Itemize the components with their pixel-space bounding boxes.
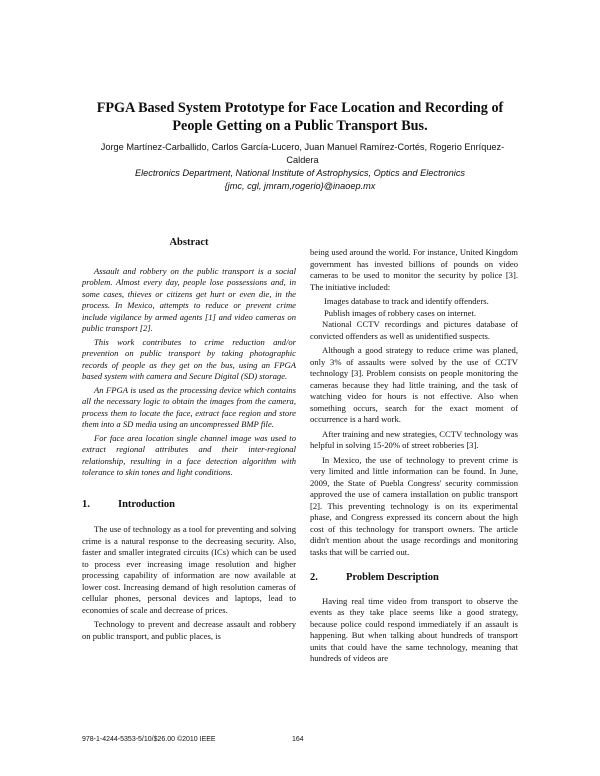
problem-heading [310, 572, 518, 584]
right-paragraph: National CCTV recordings and pictures database of convicted offenders as well as unidentified suspects. [310, 319, 518, 341]
abstract-paragraph: This work contributes to crime reduction and/or prevention on public transport by taking photographic records of people as they get on the bus, using an FPGA based system with camera and Secure Digital (SD) storage. [82, 336, 296, 381]
problem-paragraph: Having real time video from transport to observe the events as they take place seems like a good strategy, because police could respond immediately if an assault is happening. But when talking about hundreds of transport units that could have the same technology, meaning that hundreds of videos are [310, 595, 518, 663]
page-number: 164 [292, 736, 304, 743]
abstract-paragraph: For face area location single channel image was used to extract regional attributes and their inter-regional relationship, resulting in a face detection algorithm with tolerance to skin tones and light conditions. [82, 432, 296, 477]
title-line-1: FPGA Based System Prototype for Face Location and Recording of [96, 100, 504, 116]
abstract-paragraph: An FPGA is used as the processing device which contains all the necessary logic to obtain the images from the camera, process them to locate the face, extract face region and store them into a SD media using an uncompressed BMP file. [82, 384, 296, 429]
intro-heading [82, 499, 296, 511]
problem-number: 2. [310, 572, 318, 583]
authors-line-1: Jorge Martínez-Carballido, Carlos García-Lucero, Juan Manuel Ramírez-Cortés, Rogerio Enríquez- [100, 142, 505, 152]
abstract-heading: Abstract [169, 237, 209, 248]
affiliation: Electronics Department, National Institute of Astrophysics, Optics and Electronics [134, 168, 466, 178]
intro-title: Introduction [118, 498, 175, 510]
right-paragraph: After training and new strategies, CCTV technology was helpful in solving 15-20% of street robberies [3]. [310, 428, 518, 450]
abstract-paragraph: Assault and robbery on the public transport is a social problem. Almost every day, people lose possessions and, in some cases, thieves or citizens get hurt or even die, in the process. In Mexico, attempts to reduce or prevent crime include vigilance by armed agents [1] and video cameras on public transport [2]. [82, 265, 296, 333]
footer-isbn: 978-1-4244-5353-5/10/$26.00 ©2010 IEEE [82, 736, 216, 743]
affiliation-block [60, 167, 540, 193]
intro-paragraph: Technology to prevent and decrease assault and robbery on public transport, and public places, is [82, 619, 296, 641]
authors [80, 141, 525, 167]
title-line-2: People Getting on a Public Transport Bus. [172, 118, 428, 134]
left-column [82, 237, 296, 645]
initiative-item: Publish images of robbery cases on internet. [324, 307, 477, 318]
right-paragraph: In Mexico, the use of technology to prevent crime is very limited and little information can be found. In June, 2009, the State of Puebla Congress' security commission approved the use of camera installation on public transport [2]. This preventing technology is on its experimental phase, and Congress expressed its concern about the high cost of this technology for transport owners. The article didn't mention about the usage recordings and monitoring tasks that will be carried out. [310, 454, 518, 557]
right-column [310, 247, 518, 668]
authors-line-2: Caldera [286, 155, 319, 165]
emails: {jmc, cgl, jmram,rogerio}@inaoep.mx [224, 181, 376, 191]
paper-title [40, 99, 560, 135]
problem-title: Problem Description [346, 572, 439, 583]
intro-paragraph: The use of technology as a tool for preventing and solving crime is a natural response to the decreasing security. Also, faster and smaller integrated circuits (ICs) which can be used to process ever increasing image resolution and higher processing capability of information are now available at lower cost. Increasing demand of high resolution cameras of cellular phones, personal devices and laptops, lead to economies of scale and decrease of prices. [82, 524, 296, 615]
right-paragraph: Although a good strategy to reduce crime was planed, only 3% of assaults were solved by the use of CCTV technology [3]. Problem consists on people monitoring the cameras because they had little training, and the task of watching video for hours is not effective. Also when something occurs, search for the exact moment of occurrence is a hard work. [310, 345, 518, 424]
intro-number: 1. [82, 498, 90, 510]
right-paragraph: being used around the world. For instance, United Kingdom government has invested billions of pounds on video cameras to be used to monitor the security by police [3]. The initiative included: [310, 247, 518, 292]
initiative-item: Images database to track and identify offenders. [324, 296, 489, 306]
